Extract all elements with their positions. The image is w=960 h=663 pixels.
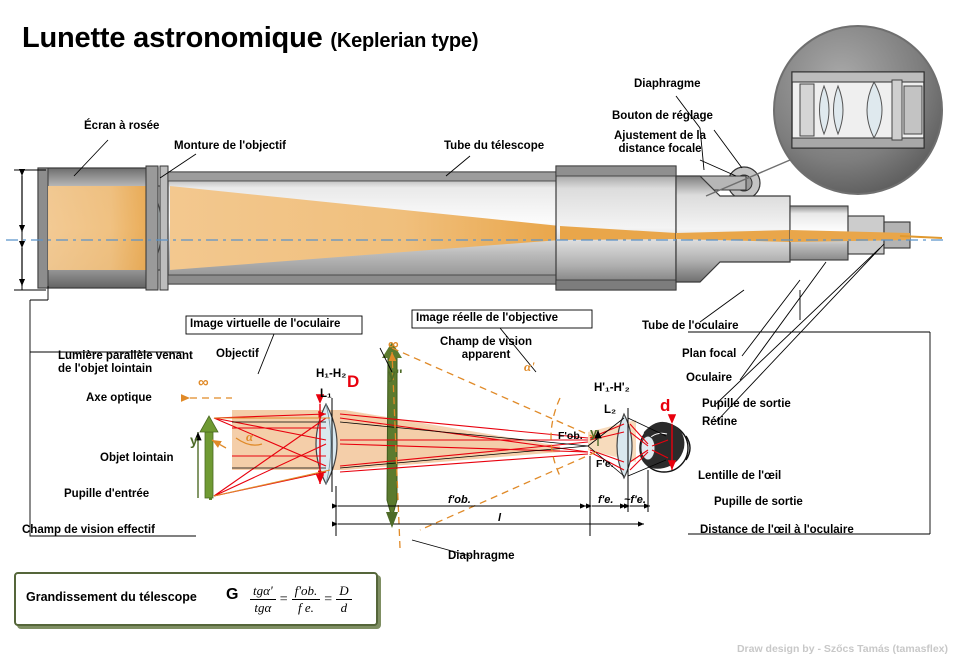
formula-symbol-g: G bbox=[226, 586, 239, 603]
annotation-infinity-up: ∞ bbox=[388, 336, 399, 353]
label-ecran-rosee: Écran à rosée bbox=[84, 120, 160, 132]
label-image-virtuelle-oculaire: Image virtuelle de l'oculaire bbox=[190, 318, 341, 330]
magnification-formula-box bbox=[14, 572, 378, 626]
label-lentille-oeil: Lentille de l'œil bbox=[698, 470, 782, 482]
label-tube-oculaire: Tube de l'oculaire bbox=[642, 320, 739, 332]
credit-text: Draw design by - Szőcs Tamás (tamasflex) bbox=[736, 643, 948, 655]
label-image-reelle-objective: Image réelle de l'objective bbox=[416, 312, 559, 324]
annotation-alpha-prime: α' bbox=[524, 359, 535, 374]
annotation-h1p-h2p: H'₁-H'₂ bbox=[594, 382, 630, 394]
annotation-f-e: F'e. bbox=[596, 458, 614, 470]
annotation-f-ob: F'ob. bbox=[558, 430, 583, 442]
label-pupille-sortie-bottom: Pupille de sortie bbox=[714, 496, 803, 508]
title-main: Lunette astronomique bbox=[22, 22, 323, 54]
label-objet-lointain: Objet lointain bbox=[100, 452, 174, 464]
annotation-d-big: D bbox=[347, 372, 360, 391]
annotation-alpha: α bbox=[246, 429, 254, 444]
label-ajustement-distance-focale: Ajustement de la distance focale bbox=[613, 130, 707, 156]
annotation-y-prime: y'' bbox=[388, 366, 403, 382]
annotation-d-small: d bbox=[660, 396, 671, 415]
title-sub: (Keplerian type) bbox=[330, 30, 479, 52]
formula-term-3: $\frac{D}{d}$ bbox=[336, 583, 351, 616]
annotation-l1: L₁ bbox=[320, 388, 332, 400]
formula-caption: Grandissement du télescope bbox=[26, 590, 197, 604]
label-lumiere-parallele: Lumière parallèle venant de l'objet lointain bbox=[58, 350, 193, 376]
label-diaphragme-top: Diaphragme bbox=[634, 78, 701, 90]
label-axe-optique: Axe optique bbox=[86, 392, 152, 404]
label-bouton-reglage: Bouton de réglage bbox=[612, 110, 713, 122]
annotation-y-image: y bbox=[590, 425, 598, 440]
formula-equals-2: = bbox=[324, 591, 333, 607]
annotation-y: y bbox=[190, 432, 198, 448]
dimension-l: l bbox=[498, 512, 502, 524]
label-retine: Rétine bbox=[702, 416, 738, 428]
formula-term-2: $\frac{f'ob.}{\text{f e.}}$ bbox=[292, 583, 321, 616]
label-pupille-sortie-top: Pupille de sortie bbox=[702, 398, 791, 410]
label-champ-vision-effectif: Champ de vision effectif bbox=[22, 524, 155, 536]
label-pupille-entree: Pupille d'entrée bbox=[64, 488, 150, 500]
formula-term-1: $\frac{\text{tgα'}}{\text{tgα}}$ bbox=[250, 583, 276, 616]
label-tube-telescope: Tube du télescope bbox=[444, 140, 545, 152]
annotation-l2: L₂ bbox=[604, 404, 617, 416]
label-champ-vision-apparent: Champ de vision apparent bbox=[439, 336, 533, 362]
label-plan-focal: Plan focal bbox=[682, 348, 737, 360]
label-diaphragme-bottom: Diaphragme bbox=[448, 550, 515, 562]
dimension-fe-approx: ~f'e. bbox=[624, 494, 646, 506]
annotation-h1-h2: H₁-H₂ bbox=[316, 368, 347, 380]
label-monture-objectif: Monture de l'objectif bbox=[174, 140, 286, 152]
label-objectif: Objectif bbox=[216, 348, 259, 360]
label-distance-oeil-oculaire: Distance de l'œil à l'oculaire bbox=[700, 524, 854, 536]
dimension-f-e: f'e. bbox=[598, 494, 614, 506]
label-oculaire: Oculaire bbox=[686, 372, 733, 384]
annotation-infinity-left: ∞ bbox=[198, 374, 209, 391]
formula-equals-1: = bbox=[279, 591, 288, 607]
dimension-f-ob: f'ob. bbox=[448, 494, 471, 506]
formula-expression bbox=[250, 583, 352, 616]
